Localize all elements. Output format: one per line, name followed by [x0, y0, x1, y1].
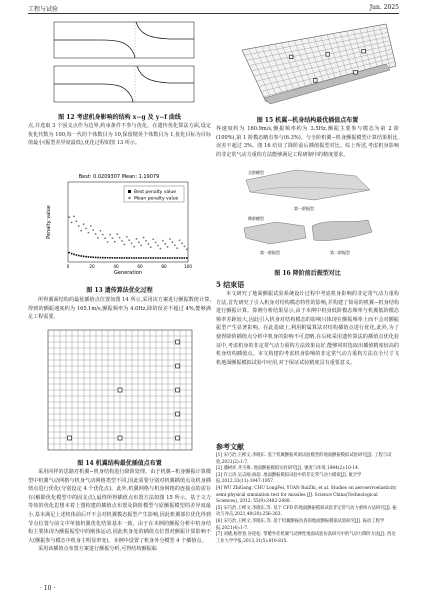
mean-point — [124, 244, 126, 246]
best-point — [85, 256, 87, 258]
paragraph-text: 采用该插值点布置方案进行颤振分析,可得结构颤振临 — [38, 546, 157, 553]
curve-bottom-left — [54, 84, 133, 102]
mean-point — [145, 240, 147, 242]
figure-15-caption: 图 15 机翼−机身结构最优插值点布置 — [256, 117, 359, 124]
mean-point — [109, 234, 111, 236]
best-point — [80, 255, 82, 257]
running-header-date: Jun. 2025 — [369, 4, 399, 11]
paragraph-text: 点,并选取 3 个固支点作为边界,约束条件不参与优化。在遗传优化算法方面,设定优化代数为 100,每一代的个体数目为 10,保留精英个体数目为 1,优化目标为目标值最小(振型差异度最低),优化过程如图 13 所示。 — [28, 123, 211, 147]
mean-point — [167, 246, 169, 248]
mean-point — [162, 240, 164, 242]
curve-top-left — [54, 40, 135, 58]
mean-point — [136, 238, 138, 240]
mean-point — [126, 236, 128, 238]
best-point — [138, 257, 140, 259]
best-point — [104, 257, 106, 259]
reference-item: [1] 宋巧治,王彬文,李晓东. 基于机翼颤振风洞试验模型的地面颤振模拟试验研究[J]. 工程与试验,2021(2):1-7. — [216, 453, 392, 465]
best-point — [172, 257, 174, 259]
interpolation-point — [362, 49, 366, 53]
mean-point — [133, 246, 135, 248]
paragraph-text: 本文研究了地面颤振试验系统设计过程中考虑机身影响的非定常气动力重构方法,首先研究了引入机身对结构模态特性的影响,并构建了简易的机翼−机身结构进行颤振计算。算例分析结果显示,由于本例中机身低阶模态频率与机翼低阶模态频率差距较大,因此引入机身对结构模态的影响只体现在颤振频率上而不会对颤振振型产生显著影响。在此基础上,利用附属算法对结构插值点进行优化,此外,为了使得降阶插值点分析中机身的影响不可忽略,在后续采用遗传算法的插值点优化验证中,考虑机身的非定常气动力重构方法效果良好,能够同时选取出插值精度较高的机身结构插值点。本文构建的考虑机身影响的非定常气动力重构方法在全尺寸飞机地面颤振模拟试验中应用,对于保证试验精度具有重要意义。 — [216, 291, 399, 366]
best-point — [119, 257, 121, 259]
figure-13 — [44, 170, 194, 282]
paragraph-text: 所得翼面结构的最优插值点位置如图 14 所示,采用该方案进行颤振数值计算,得到的颤振速度约为 165.1m/s,颤振频率为 4.0Hz,降阶误差不超过 4%,能够满足工程需要。 — [28, 297, 211, 321]
x-tick-40: 40 — [113, 264, 119, 269]
left-paragraph-3 — [28, 468, 211, 554]
interpolation-point — [354, 71, 358, 75]
best-point — [92, 256, 94, 258]
best-point — [169, 257, 171, 259]
mean-point — [131, 242, 133, 244]
mean-point — [148, 243, 150, 245]
mean-point — [138, 241, 140, 243]
best-point — [136, 257, 138, 259]
best-point — [90, 256, 92, 258]
x-tick-60: 60 — [137, 264, 143, 269]
mean-point — [102, 234, 104, 236]
interpolation-point — [289, 55, 293, 59]
interpolation-point — [118, 388, 122, 392]
mean-point — [116, 233, 118, 235]
interpolation-point — [326, 53, 330, 57]
mean-point — [85, 228, 87, 230]
best-point — [131, 257, 133, 259]
figure-12-caption: 图 12 考虑机身影响的结构 x−g 及 y−f 曲线 — [58, 114, 181, 121]
page-number: · 10 · — [40, 585, 56, 592]
mean-point — [97, 237, 99, 239]
best-point — [140, 257, 142, 259]
mean-point — [152, 238, 154, 240]
mean-point — [157, 245, 159, 247]
best-point — [68, 252, 70, 254]
chart-xlabel: Generation — [114, 270, 142, 276]
x-tick-0: 0 — [66, 264, 70, 269]
mean-point — [164, 243, 166, 245]
mean-point — [90, 225, 92, 227]
best-point — [167, 257, 169, 259]
interpolation-point — [176, 388, 180, 392]
best-point — [143, 257, 145, 259]
conclusion-body — [216, 290, 399, 367]
best-point — [88, 256, 90, 258]
best-point — [162, 257, 164, 259]
figure-12 — [40, 20, 198, 108]
chart-title: Best: 0.0209307 Mean: 1.19079 — [78, 174, 160, 180]
best-point — [83, 256, 85, 258]
mode-full-shape — [246, 170, 370, 200]
best-point — [184, 257, 186, 259]
mode-label-full-1: 第一阶振型 — [294, 206, 314, 211]
best-point — [78, 255, 80, 257]
x-tick-80: 80 — [161, 264, 167, 269]
interpolation-point — [118, 436, 122, 440]
mode-label-reduced-1: 第一阶振型 — [260, 250, 280, 255]
mean-point — [155, 241, 157, 243]
best-point — [116, 257, 118, 259]
mean-point — [140, 244, 142, 246]
mean-point — [186, 249, 188, 251]
mean-point — [76, 220, 78, 222]
best-point — [100, 257, 102, 259]
mean-point — [121, 240, 123, 242]
reference-item: [2] 潘树祥,齐丕骞. 地面颤振模拟实验研究[J]. 强度与环境,1984(2):10-14. — [216, 466, 360, 472]
mean-point — [176, 247, 178, 249]
mean-point — [184, 245, 186, 247]
mean-point — [95, 233, 97, 235]
figure-15-mesh — [236, 20, 400, 112]
chart-ylabel: Penalty value — [46, 205, 52, 239]
best-point — [152, 257, 154, 259]
section-heading-conclusion: 5 结束语 — [216, 280, 245, 289]
interpolation-point — [176, 412, 180, 416]
right-paragraph-1 — [216, 125, 399, 159]
legend-mean-label: Mean penalty value — [134, 196, 179, 202]
header-rule — [28, 13, 399, 14]
mean-point — [92, 229, 94, 231]
left-paragraph-2 — [28, 296, 211, 322]
mean-point — [128, 239, 130, 241]
mean-point — [71, 221, 73, 223]
mode-label-reduced-2: 第二阶振型 — [330, 250, 350, 255]
best-point — [95, 257, 97, 259]
best-point — [71, 253, 73, 255]
figure-12-plots — [40, 20, 198, 108]
best-point — [112, 257, 114, 259]
x-tick-100: 100 — [184, 264, 192, 269]
x-tick-20: 20 — [89, 264, 95, 269]
paragraph-text: 界速度约为 160.9m/s,颤振频率约为 3.5Hz,颤振主要参与模态为第 2 阶(100%),第 1 阶模态略有参与(6.3%)。与全阶机翼−机身颤振模型计算结果相比,误差不超过 3%。图 16 给出了降阶前后插值振型对比。综上所述,考虑机身影响的非定常气动力重构方法能够满足工程研制中的精度要求。 — [216, 126, 399, 158]
reference-item: [3] 许云涛,吴志刚,杨超. 地面颤振模拟试验中的非定常气动力模拟[J]. 航空学报,2012,33(11):1947-1957. — [216, 472, 362, 485]
figure-15 — [236, 20, 400, 112]
mean-point — [78, 225, 80, 227]
mean-point — [114, 241, 116, 243]
best-point — [102, 257, 104, 259]
interpolation-point — [176, 364, 180, 368]
figure-16 — [236, 166, 380, 266]
best-point — [145, 257, 147, 259]
figure-13-caption: 图 13 遗传算法优化过程 — [86, 287, 153, 294]
figure-13-chart — [44, 170, 194, 282]
paragraph-text: 采用同样的思路对机翼−机身结构进行降阶处理。由于机翼−机身颤振计算模型中机翼气动网格与机身气动网格类型不同,因此需要分别对机翼插值点及机身插值点进行优化(分别设定 4 个优化点)。此外,机翼网格与机身网格的连接点的需存在(解除优化模型中的固支点),最终所得插值点布置方法如图 15 所示。基于文力等效的优化思想本着上图构建的插值点布置及降阶模型与原颤振模型的差异度最小,基本满足上述机体前后开不会对机翼模态振型产生影响,因此机翼部位优化得到节点位置与前文中单独机翼优化结果基本一致。由于在本例的颤振分析中机身结构主要体现为颤振振型中的刚体运动,因此机身处的插值点位置对颤振计算影响不大(颤振参与模态中机身主明显形变)。本例中设置了机身外分模型 4 个插值点。 — [28, 469, 211, 544]
interpolation-point — [68, 436, 72, 440]
section-heading-references: 参考文献 — [216, 442, 244, 451]
best-point — [107, 257, 109, 259]
mean-point — [174, 244, 176, 246]
mean-point — [181, 242, 183, 244]
best-point — [186, 257, 188, 259]
reference-item: [7] 刘晓,杨智春,谷迎松. 带舱外挂机翼气动弹性地面试验仿真研究中的气动力降阶方法[J]. 西北工业大学学报,2013,31(5):810-815. — [216, 532, 396, 544]
mean-point — [143, 237, 145, 239]
mean-point — [172, 241, 174, 243]
best-point — [179, 257, 181, 259]
mean-point — [100, 230, 102, 232]
best-point — [133, 257, 135, 259]
interpolation-point — [176, 340, 180, 344]
mean-point — [119, 237, 121, 239]
best-point — [155, 257, 157, 259]
interpolation-point — [313, 79, 317, 83]
curve-top-right — [136, 22, 194, 39]
best-point — [97, 257, 99, 259]
best-point — [128, 257, 130, 259]
mean-point — [88, 232, 90, 234]
reference-item: [4] WU ZhiGang, CHU LongFei, YUAN RuiZhi, et al. Studies on aeroservoelasticity semi-physical simulation test for missiles [J]. Science China(Technological Sciences), 2012, 55(9):2482-2488. — [216, 485, 397, 505]
legend-mean-marker — [128, 197, 130, 199]
mean-point — [68, 216, 70, 218]
mean-point — [107, 241, 109, 243]
best-point — [114, 257, 116, 259]
mean-point — [80, 230, 82, 232]
figure-14-caption: 图 14 机翼结构最优插值点布置 — [77, 460, 162, 467]
mean-point — [169, 238, 171, 240]
legend-best-marker — [128, 190, 131, 193]
mean-point — [150, 246, 152, 248]
figure-16-caption: 图 16 降阶前后振型对比 — [274, 270, 341, 277]
left-paragraph-1 — [28, 122, 211, 148]
best-point — [174, 257, 176, 259]
legend-best-label: Best penalty value — [134, 190, 177, 195]
running-header-journal: 工程与试验 — [28, 6, 59, 13]
mean-point — [104, 237, 106, 239]
figure-14 — [44, 326, 196, 456]
interpolation-point — [176, 436, 180, 440]
best-point — [150, 257, 152, 259]
best-point — [176, 257, 178, 259]
best-point — [121, 257, 123, 259]
mode-label-full: 全阶模型 — [248, 170, 264, 175]
figure-16-modes — [236, 166, 380, 266]
best-point — [109, 257, 111, 259]
best-point — [157, 257, 159, 259]
reference-item: [6] 宋巧治,王彬文,李晓东,等. 基于机翼颤振仿真的地面颤振模拟试验研究[J]. 振动工程学报,2021(4):1-7. — [216, 518, 385, 531]
reference-list — [216, 453, 399, 545]
best-point — [73, 254, 75, 256]
mean-point — [83, 223, 85, 225]
mean-point — [112, 237, 114, 239]
best-point — [76, 254, 78, 256]
figure-14-grid — [44, 326, 196, 456]
best-point — [124, 257, 126, 259]
best-point — [160, 257, 162, 259]
curve-bottom-right — [137, 66, 194, 83]
best-point — [148, 257, 150, 259]
mean-point — [179, 239, 181, 241]
best-point — [164, 257, 166, 259]
reference-item: [5] 宋巧治,王彬文,李晓东,等. 基于 CFD 的地面颤振模拟试验非定常气动力重构方法研究[J]. 振动与冲击,2021,40(20):256-263. — [216, 505, 397, 518]
mean-point — [160, 248, 162, 250]
mean-point — [73, 216, 75, 218]
mode-reduced-1-shape — [244, 222, 306, 244]
mode-label-reduced: 降阶模型 — [248, 216, 264, 221]
best-point — [181, 257, 183, 259]
mode-reduced-2-shape — [312, 220, 372, 241]
best-point — [126, 257, 128, 259]
